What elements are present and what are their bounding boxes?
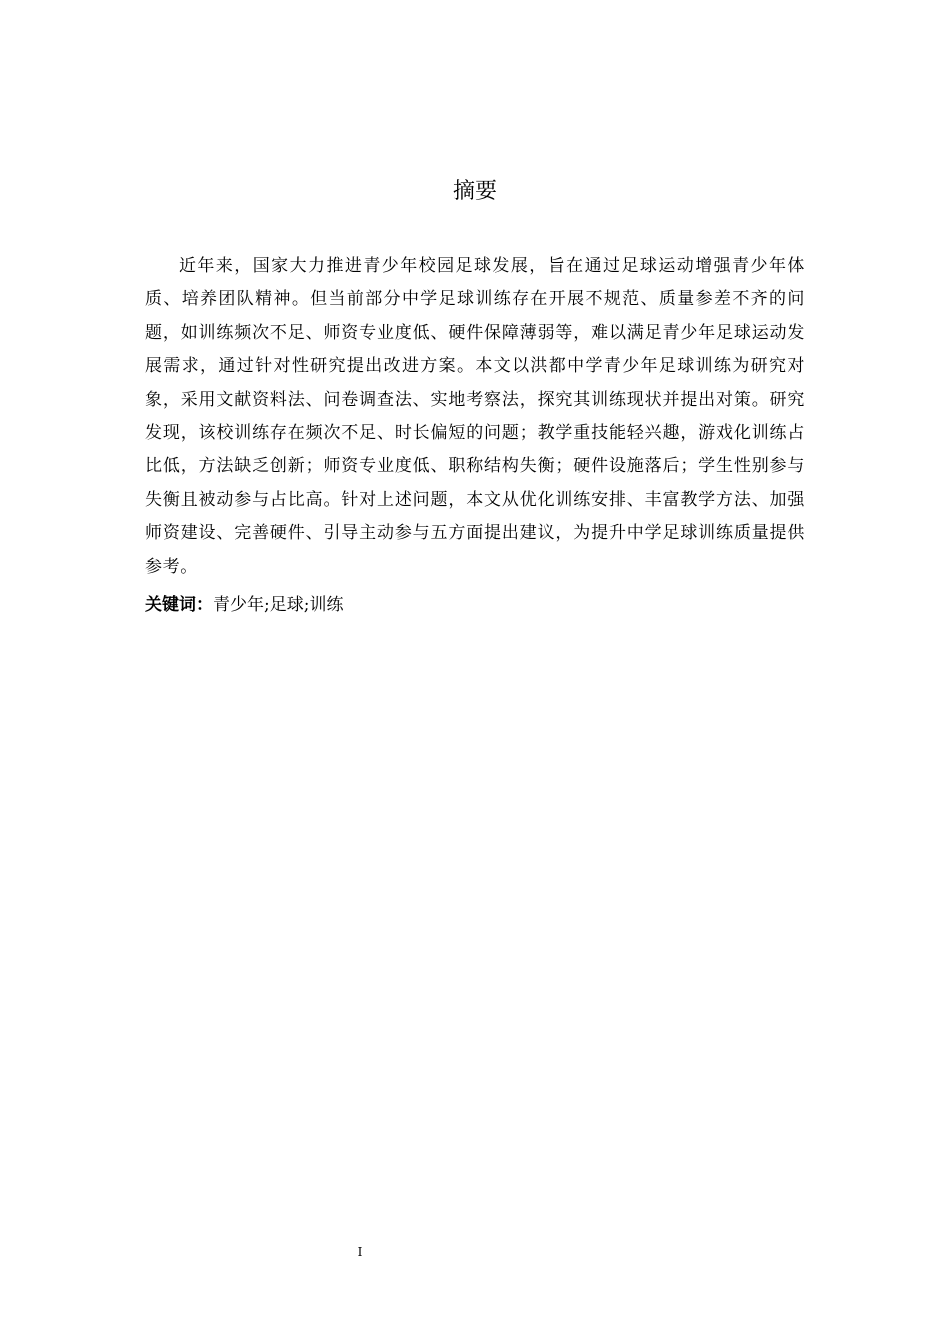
keywords-label: 关键词： (145, 595, 213, 615)
keywords-value: 青少年;足球;训练 (213, 595, 344, 615)
keywords-line (145, 590, 805, 620)
page-number: I (357, 1245, 363, 1259)
abstract-title: 摘要 (452, 179, 497, 204)
abstract-text: 近年来，国家大力推进青少年校园足球发展，旨在通过足球运动增强青少年体质、培养团队精神。但当前部分中学足球训练存在开展不规范、质量参差不齐的问题，如训练频次不足、师资专业度低、硬件保障薄弱等，难以满足青少年足球运动发展需求，通过针对性研究提出改进方案。本文以洪都中学青少年足球训练为研究对象，采用文献资料法、问卷调查法、实地考察法，探究其训练现状并提出对策。研究发现，该校训练存在频次不足、时长偏短的问题；教学重技能轻兴趣，游戏化训练占比低，方法缺乏创新；师资专业度低、职称结构失衡；硬件设施落后；学生性别参与失衡且被动参与占比高。针对上述问题，本文从优化训练安排、丰富教学方法、加强师资建设、完善硬件、引导主动参与五方面提出建议，为提升中学足球训练质量提供参考。 (145, 256, 805, 577)
